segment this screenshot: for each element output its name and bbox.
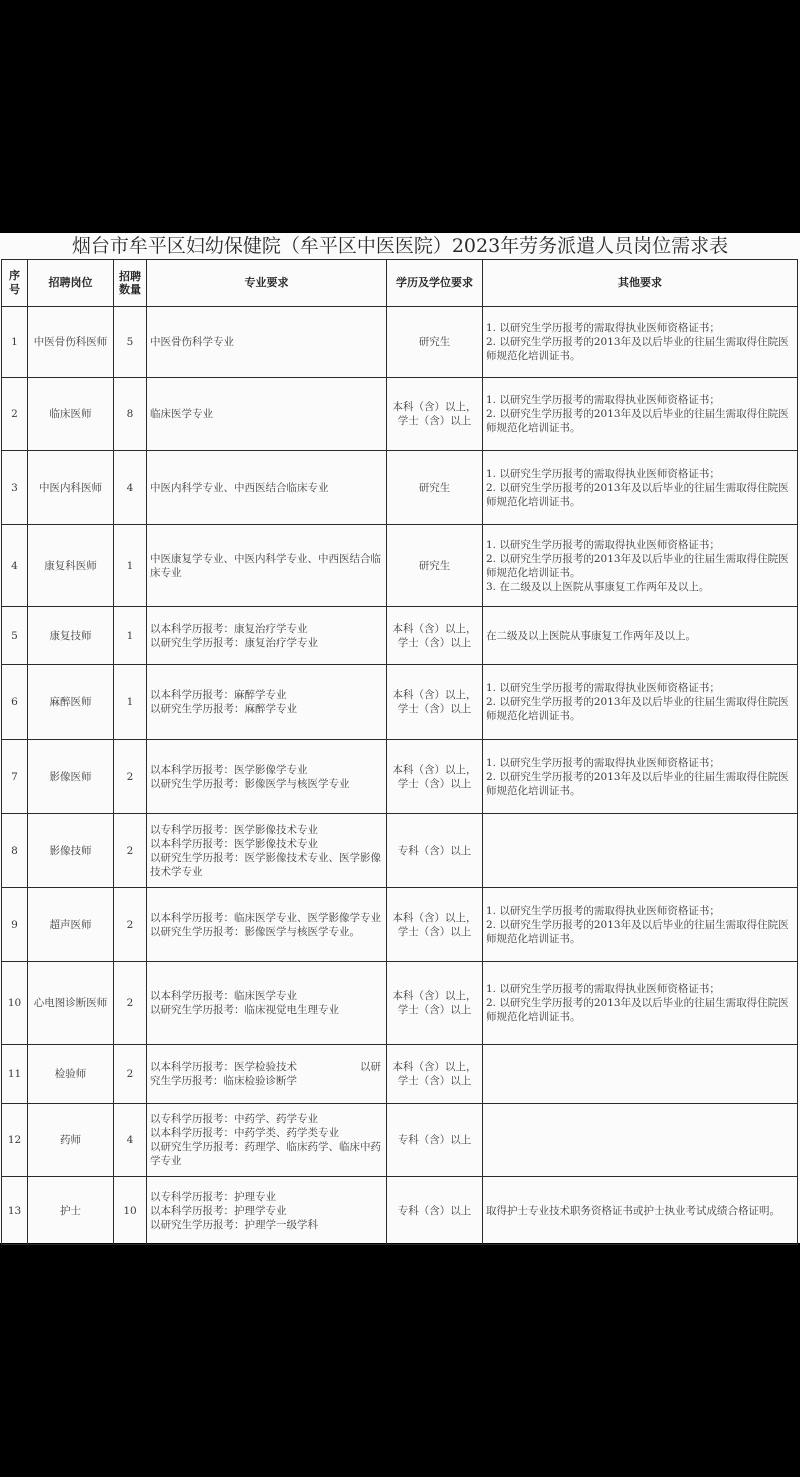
header-major: 专业要求 (147, 260, 387, 307)
major-line: 以本科学历报考：中药学类、药学类专业 (150, 1127, 339, 1139)
cell-education (387, 525, 483, 607)
cell-major (147, 525, 387, 607)
cell-seq: 10 (2, 962, 28, 1045)
table-row (2, 814, 798, 888)
education-line: 本科（含）以上， (392, 401, 477, 413)
education-line: 本科（含）以上， (392, 990, 477, 1002)
education-line: 学士（含）以上 (397, 777, 472, 790)
other-line: 2. 以研究生学历报考的2013年及以后毕业的往届生需取得住院医师规范化培训证书。 (486, 481, 789, 508)
cell-other (483, 962, 798, 1045)
document-sheet (0, 233, 800, 1243)
cell-count: 4 (114, 451, 147, 525)
cell-major (147, 814, 387, 888)
header-other: 其他要求 (483, 260, 798, 307)
major-line: 以专科学历报考：医学影像技术专业 (150, 823, 318, 836)
cell-count: 1 (114, 525, 147, 607)
table-row (2, 740, 798, 814)
cell-other (483, 607, 798, 665)
other-line: 1. 以研究生学历报考的需取得执业医师资格证书； (486, 756, 720, 769)
table-row (2, 665, 798, 740)
other-line: 1. 以研究生学历报考的需取得执业医师资格证书； (486, 904, 720, 917)
education-line: 本科（含）以上， (392, 689, 477, 701)
education-line: 学士（含）以上 (397, 925, 472, 938)
cell-post: 康复技师 (28, 607, 114, 665)
cell-major (147, 1104, 387, 1177)
major-line: 以研究生学历报考：康复治疗学专业 (150, 636, 318, 649)
cell-other (483, 525, 798, 607)
cell-seq: 1 (2, 307, 28, 378)
other-line: 在二级及以上医院从事康复工作两年及以上。 (486, 629, 696, 642)
header-count-line1: 招聘 (119, 270, 141, 283)
cell-education (387, 607, 483, 665)
cell-post: 麻醉医师 (28, 665, 114, 740)
cell-major (147, 607, 387, 665)
cell-count: 2 (114, 740, 147, 814)
cell-other (483, 740, 798, 814)
cell-post: 药师 (28, 1104, 114, 1177)
major-line: 中医内科学专业、中西医结合临床专业 (150, 481, 329, 494)
cell-count: 2 (114, 888, 147, 962)
cell-seq: 12 (2, 1104, 28, 1177)
header-education: 学历及学位要求 (387, 260, 483, 307)
major-line: 以研究生学历报考：临床视觉电生理专业 (150, 1004, 339, 1016)
major-line: 以本科学历报考：康复治疗学专业 (150, 622, 308, 635)
cell-other (483, 451, 798, 525)
education-line: 专科（含）以上 (397, 1204, 472, 1217)
header-count-line2: 数量 (119, 283, 141, 296)
cell-seq: 3 (2, 451, 28, 525)
cell-seq: 2 (2, 378, 28, 451)
table-body (2, 307, 798, 1245)
cell-count: 2 (114, 962, 147, 1045)
cell-major (147, 740, 387, 814)
cell-other (483, 665, 798, 740)
cell-post: 检验师 (28, 1045, 114, 1104)
education-line: 研究生 (418, 481, 451, 494)
cell-post: 康复科医师 (28, 525, 114, 607)
table-row (2, 378, 798, 451)
cell-seq: 13 (2, 1177, 28, 1245)
major-line: 以本科学历报考：医学影像学专业 (150, 763, 308, 776)
cell-seq: 11 (2, 1045, 28, 1104)
major-line: 以本科学历报考：麻醉学专业 (150, 689, 287, 701)
other-line: 取得护士专业技术职务资格证书或护士执业考试成绩合格证明。 (486, 1204, 780, 1217)
cell-education (387, 665, 483, 740)
major-line: 以研究生学历报考：影像医学与核医学专业 (150, 777, 350, 790)
cell-education (387, 740, 483, 814)
education-line: 本科（含）以上， (392, 911, 477, 924)
cell-seq: 6 (2, 665, 28, 740)
cell-post: 影像技师 (28, 814, 114, 888)
major-line: 以研究生学历报考：护理学一级学科 (150, 1218, 318, 1231)
education-line: 学士（含）以上 (397, 636, 472, 649)
major-line: 以研究生学历报考：药理学、临床药学、临床中药学专业 (150, 1141, 381, 1167)
document-title: 烟台市牟平区妇幼保健院（牟平区中医医院）2023年劳务派遣人员岗位需求表 (71, 235, 729, 257)
job-requirements-table (1, 259, 798, 1245)
education-line: 研究生 (418, 336, 451, 348)
table-row (2, 525, 798, 607)
table-row (2, 307, 798, 378)
cell-other (483, 1177, 798, 1245)
cell-count: 5 (114, 307, 147, 378)
education-line: 学士（含）以上 (397, 703, 472, 715)
cell-other (483, 888, 798, 962)
other-line: 2. 以研究生学历报考的2013年及以后毕业的往届生需取得住院医师规范化培训证书。 (486, 408, 789, 434)
cell-count: 1 (114, 607, 147, 665)
other-line: 3. 在二级及以上医院从事康复工作两年及以上。 (486, 580, 710, 593)
other-line: 2. 以研究生学历报考的2013年及以后毕业的往届生需取得住院医师规范化培训证书。 (486, 918, 789, 945)
cell-education (387, 962, 483, 1045)
cell-education (387, 307, 483, 378)
cell-education (387, 1045, 483, 1104)
major-line: 以专科学历报考：中药学、药学专业 (150, 1113, 318, 1125)
major-line: 以本科学历报考：临床医学专业、医学影像学专业 (150, 911, 381, 924)
cell-major (147, 1177, 387, 1245)
other-line: 2. 以研究生学历报考的2013年及以后毕业的往届生需取得住院医师规范化培训证书。 (486, 696, 789, 722)
education-line: 专科（含）以上 (397, 1134, 472, 1146)
cell-count: 4 (114, 1104, 147, 1177)
cell-post: 超声医师 (28, 888, 114, 962)
education-line: 学士（含）以上 (397, 1075, 472, 1087)
cell-post: 中医骨伤科医师 (28, 307, 114, 378)
major-line: 以本科学历报考：临床医学专业 (150, 990, 297, 1002)
cell-other (483, 307, 798, 378)
cell-major (147, 888, 387, 962)
education-line: 专科（含）以上 (397, 844, 472, 857)
other-line: 1. 以研究生学历报考的需取得执业医师资格证书； (486, 467, 720, 480)
cell-post: 临床医师 (28, 378, 114, 451)
cell-major (147, 1045, 387, 1104)
cell-post: 心电图诊断医师 (28, 962, 114, 1045)
cell-major (147, 307, 387, 378)
major-line: 中医骨伤科学专业 (150, 336, 234, 348)
cell-seq: 5 (2, 607, 28, 665)
cell-major (147, 962, 387, 1045)
major-line: 临床医学专业 (150, 408, 213, 420)
cell-education (387, 378, 483, 451)
cell-major (147, 665, 387, 740)
education-line: 研究生 (418, 559, 451, 572)
education-line: 本科（含）以上， (392, 622, 477, 635)
other-line: 2. 以研究生学历报考的2013年及以后毕业的往届生需取得住院医师规范化培训证书。 (486, 997, 789, 1023)
table-row (2, 1045, 798, 1104)
cell-seq: 8 (2, 814, 28, 888)
header-seq: 序号 (2, 260, 28, 307)
cell-count: 10 (114, 1177, 147, 1245)
cell-other (483, 1104, 798, 1177)
cell-education (387, 888, 483, 962)
education-line: 本科（含）以上， (392, 763, 477, 776)
major-line: 以研究生学历报考：麻醉学专业 (150, 703, 297, 715)
cell-other (483, 1045, 798, 1104)
table-row (2, 607, 798, 665)
other-line: 2. 以研究生学历报考的2013年及以后毕业的往届生需取得住院医师规范化培训证书。 (486, 336, 789, 362)
cell-major (147, 451, 387, 525)
cell-count: 8 (114, 378, 147, 451)
table-row (2, 888, 798, 962)
education-line: 学士（含）以上 (397, 1004, 472, 1016)
other-line: 1. 以研究生学历报考的需取得执业医师资格证书； (486, 682, 720, 694)
major-line: 以本科学历报考：医学检验技术 以研究生学历报考：临床检验诊断学 (150, 1061, 381, 1087)
major-line: 以研究生学历报考：影像医学与核医学专业。 (150, 925, 360, 938)
cell-seq: 4 (2, 525, 28, 607)
cell-count: 2 (114, 814, 147, 888)
table-row (2, 1177, 798, 1245)
table-row (2, 451, 798, 525)
major-line: 以研究生学历报考：医学影像技术专业、医学影像技术学专业 (150, 851, 381, 878)
other-line: 2. 以研究生学历报考的2013年及以后毕业的往届生需取得住院医师规范化培训证书。 (486, 770, 789, 797)
major-line: 中医康复学专业、中医内科学专业、中西医结合临床专业 (150, 552, 381, 579)
table-row (2, 1104, 798, 1177)
cell-post: 中医内科医师 (28, 451, 114, 525)
other-line: 2. 以研究生学历报考的2013年及以后毕业的往届生需取得住院医师规范化培训证书。 (486, 552, 789, 579)
table-header-row (2, 260, 798, 307)
header-post: 招聘岗位 (28, 260, 114, 307)
cell-seq: 9 (2, 888, 28, 962)
cell-seq: 7 (2, 740, 28, 814)
cell-count: 1 (114, 665, 147, 740)
cell-education (387, 1104, 483, 1177)
cell-count: 2 (114, 1045, 147, 1104)
other-line: 1. 以研究生学历报考的需取得执业医师资格证书； (486, 394, 720, 406)
cell-other (483, 814, 798, 888)
cell-education (387, 1177, 483, 1245)
major-line: 以专科学历报考：护理专业 (150, 1190, 276, 1203)
header-count (114, 260, 147, 307)
education-line: 学士（含）以上 (397, 415, 472, 427)
cell-major (147, 378, 387, 451)
other-line: 1. 以研究生学历报考的需取得执业医师资格证书； (486, 322, 720, 334)
other-line: 1. 以研究生学历报考的需取得执业医师资格证书； (486, 538, 720, 551)
major-line: 以本科学历报考：护理学专业 (150, 1204, 287, 1217)
major-line: 以本科学历报考：医学影像技术专业 (150, 837, 318, 850)
table-row (2, 962, 798, 1045)
cell-post: 护士 (28, 1177, 114, 1245)
cell-education (387, 451, 483, 525)
education-line: 本科（含）以上， (392, 1061, 477, 1073)
cell-education (387, 814, 483, 888)
cell-post: 影像医师 (28, 740, 114, 814)
other-line: 1. 以研究生学历报考的需取得执业医师资格证书； (486, 983, 720, 995)
cell-other (483, 378, 798, 451)
